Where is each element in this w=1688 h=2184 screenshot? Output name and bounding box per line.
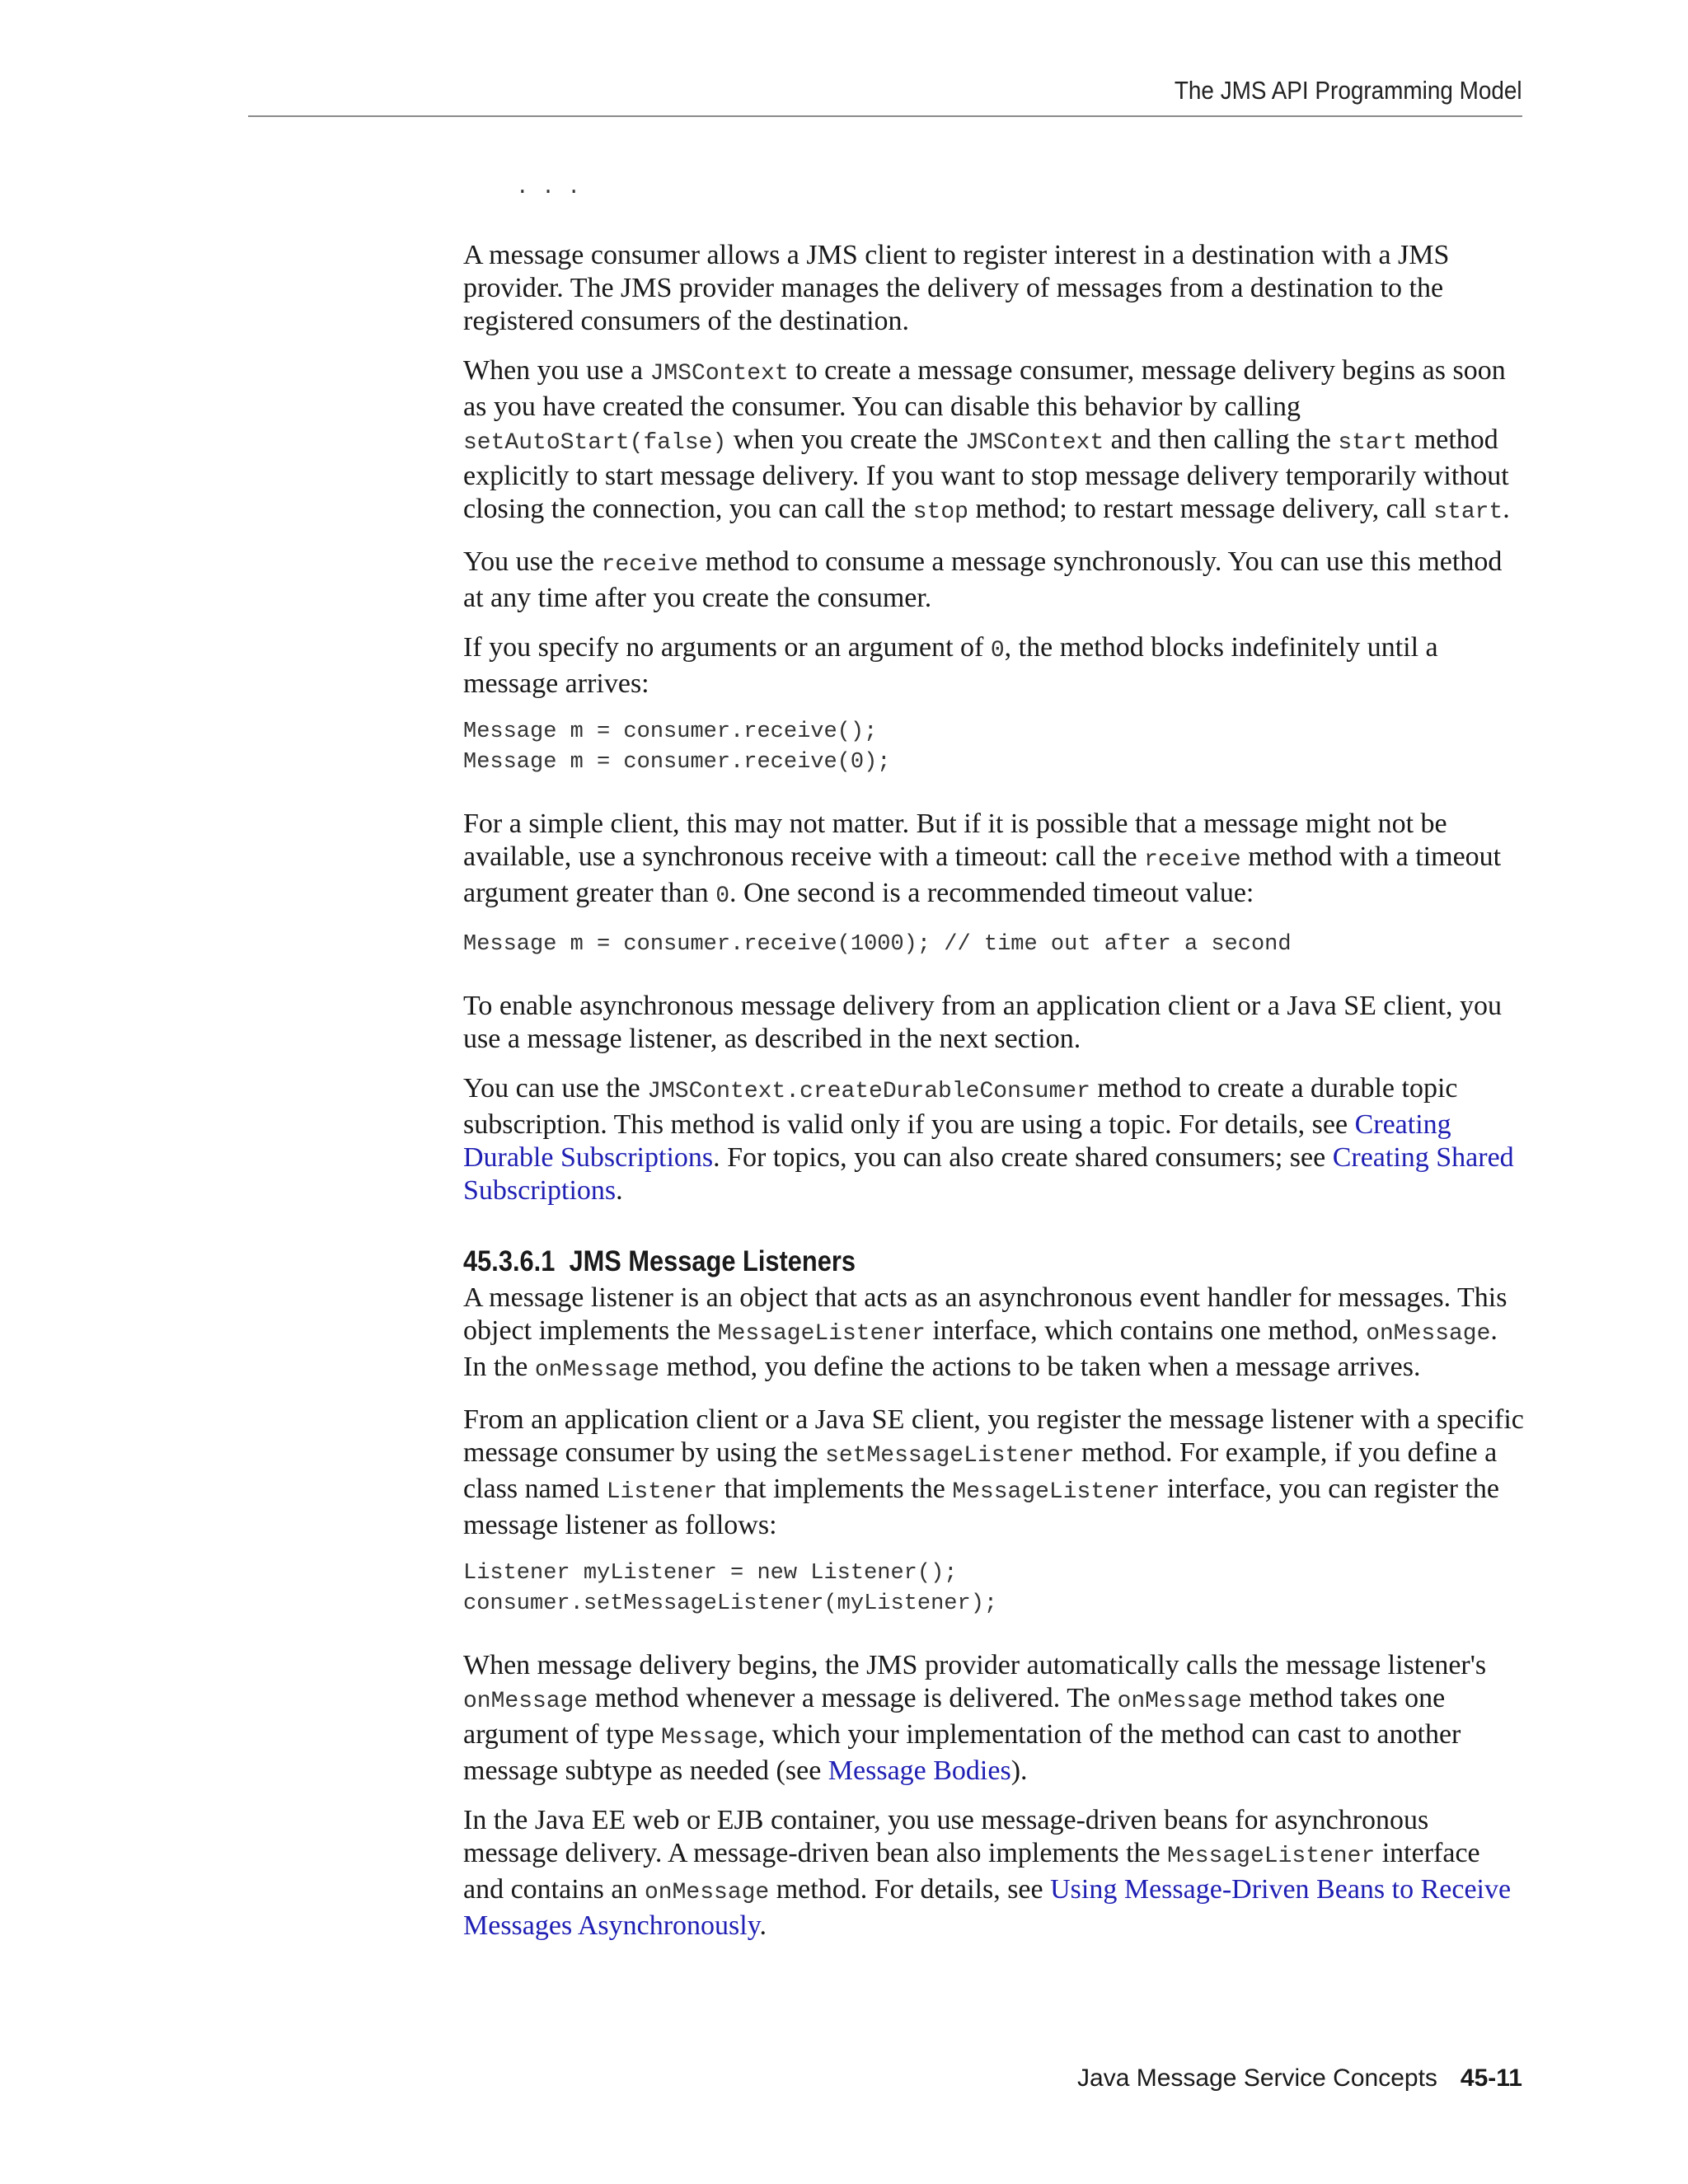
- text: method takes one argument of type: [463, 1683, 1446, 1750]
- text: . One second is a recommended timeout value:: [729, 878, 1254, 908]
- link-using-message-driven-beans[interactable]: Using Message-Driven Beans to Receive Messages Asynchronously: [463, 1874, 1512, 1941]
- text: method; to restart message delivery, call: [968, 494, 1434, 524]
- text: to create a message consumer, message delivery begins as soon as you have created the consumer. You can disable this behavior by calling: [463, 355, 1506, 422]
- page-footer: [1077, 2064, 1522, 2093]
- link-message-bodies[interactable]: Message Bodies: [828, 1755, 1011, 1786]
- text: interface, which contains one method,: [925, 1315, 1367, 1346]
- inline-code: setMessageListener: [825, 1443, 1075, 1469]
- paragraph-listener-definition: [463, 1282, 1526, 1387]
- text: . For topics, you can also create shared consumers; see: [713, 1142, 1333, 1173]
- text: that implements the: [717, 1474, 953, 1504]
- paragraph-receive-method: [463, 546, 1526, 615]
- inline-code: receive: [1144, 847, 1241, 873]
- text: For a simple client, this may not matter. But if it is possible that a message might not be available, use a synchronous receive with a timeout: call the: [463, 808, 1447, 872]
- text: You can use the: [463, 1073, 648, 1104]
- text: and then calling the: [1104, 424, 1339, 455]
- text: From an application client or a Java SE client, you register the message listener with a specific message consumer by using the: [463, 1404, 1524, 1468]
- text: To enable asynchronous message delivery from an application client or a Java SE client, you use a message listener, as described in the next section.: [463, 991, 1502, 1054]
- code-block-receive: Message m = consumer.receive(); Message m = consumer.receive(0);: [463, 719, 891, 775]
- inline-code: JMSContext: [649, 361, 789, 387]
- code-block-receive-timeout: Message m = consumer.receive(1000); // time out after a second: [463, 932, 1292, 957]
- page-header: [248, 76, 1522, 117]
- inline-code: JMSContext: [965, 430, 1104, 456]
- text: .: [616, 1175, 623, 1206]
- inline-code: 0: [715, 883, 729, 909]
- paragraph-consumer-intro: [463, 239, 1526, 338]
- text: If you specify no arguments or an argument of: [463, 632, 991, 663]
- inline-code: MessageListener: [952, 1479, 1160, 1505]
- inline-code: start: [1338, 430, 1408, 456]
- paragraph-onmessage: [463, 1649, 1526, 1788]
- text: method. For details, see: [769, 1874, 1051, 1905]
- text: .: [759, 1910, 767, 1941]
- paragraph-timeout: [463, 808, 1526, 913]
- text: method with a timeout argument greater than: [463, 841, 1502, 908]
- inline-code: Message: [661, 1725, 758, 1750]
- paragraph-message-driven-beans: [463, 1804, 1526, 1943]
- inline-code: JMSContext.createDurableConsumer: [647, 1079, 1090, 1104]
- text: A message listener is an object that acts as an asynchronous event handler for messages. This object implements the: [463, 1282, 1507, 1346]
- inline-code: Listener: [606, 1479, 718, 1505]
- running-header-title: The JMS API Programming Model: [1175, 76, 1522, 105]
- text: method to consume a message synchronously. You can use this method at any time after you create the consumer.: [463, 546, 1503, 613]
- inline-code: MessageListener: [1167, 1844, 1376, 1869]
- text: method, you define the actions to be taken when a message arrives.: [659, 1352, 1421, 1382]
- inline-code: onMessage: [534, 1357, 660, 1383]
- footer-book-title: Java Message Service Concepts: [1077, 2064, 1437, 2092]
- page-content: [463, 176, 1526, 1959]
- inline-code: receive: [601, 552, 699, 578]
- text: In the Java EE web or EJB container, you use message-driven beans for asynchronous message delivery. A message-driven bean also implements the: [463, 1805, 1429, 1868]
- paragraph-jmscontext-consumer: [463, 354, 1526, 529]
- code-block-set-listener: Listener myListener = new Listener(); consumer.setMessageListener(myListener);: [463, 1561, 998, 1616]
- text: method explicitly to start message delivery. If you want to stop message delivery temporarily without closing the connection, you can call the: [463, 424, 1509, 524]
- text: method to create a durable topic subscription. This method is valid only if you are using a topic. For details, see: [463, 1073, 1458, 1140]
- inline-code: MessageListener: [717, 1321, 926, 1347]
- inline-code: onMessage: [645, 1880, 770, 1905]
- text: interface, you can register the message listener as follows:: [463, 1474, 1499, 1540]
- text: ).: [1010, 1755, 1028, 1786]
- text: , the method blocks indefinitely until a message arrives:: [463, 632, 1438, 699]
- paragraph-text: A message consumer allows a JMS client to register interest in a destination with a JMS provider. The JMS provider manages the delivery of messages from a destination to the registered consumers of the destination.: [463, 240, 1450, 336]
- inline-code: stop: [912, 499, 968, 525]
- text: , which your implementation of the method can cast to another message subtype as needed (see: [463, 1719, 1461, 1786]
- inline-code: onMessage: [1366, 1321, 1491, 1347]
- paragraph-no-arguments: [463, 631, 1526, 701]
- section-heading: [463, 1244, 1399, 1280]
- text: You use the: [463, 546, 602, 577]
- inline-code: 0: [990, 638, 1005, 663]
- text: When message delivery begins, the JMS provider automatically calls the message listener's: [463, 1650, 1487, 1680]
- link-creating-durable-subscriptions[interactable]: Creating Durable Subscriptions: [463, 1109, 1451, 1173]
- text: method. For example, if you define a class named: [463, 1437, 1498, 1504]
- page-number: 45-11: [1460, 2064, 1522, 2092]
- inline-code: onMessage: [463, 1689, 588, 1714]
- text: interface and contains an: [463, 1838, 1480, 1905]
- text: method whenever a message is delivered. The: [588, 1683, 1118, 1713]
- code-ellipsis: . . .: [516, 175, 581, 199]
- inline-code: setAutoStart(false): [463, 430, 727, 456]
- text: When you use a: [463, 355, 650, 386]
- section-number: 45.3.6.1: [463, 1245, 556, 1277]
- paragraph-durable-consumer: [463, 1072, 1526, 1207]
- text: when you create the: [726, 424, 966, 455]
- link-creating-shared-subscriptions[interactable]: Creating Shared Subscriptions: [463, 1142, 1514, 1206]
- text: .: [1503, 494, 1510, 524]
- inline-code: onMessage: [1117, 1689, 1242, 1714]
- paragraph-register-listener: [463, 1404, 1526, 1542]
- section-title: JMS Message Listeners: [569, 1245, 856, 1277]
- paragraph-async-delivery: [463, 990, 1526, 1056]
- inline-code: start: [1433, 499, 1503, 525]
- text: . In the: [463, 1315, 1498, 1382]
